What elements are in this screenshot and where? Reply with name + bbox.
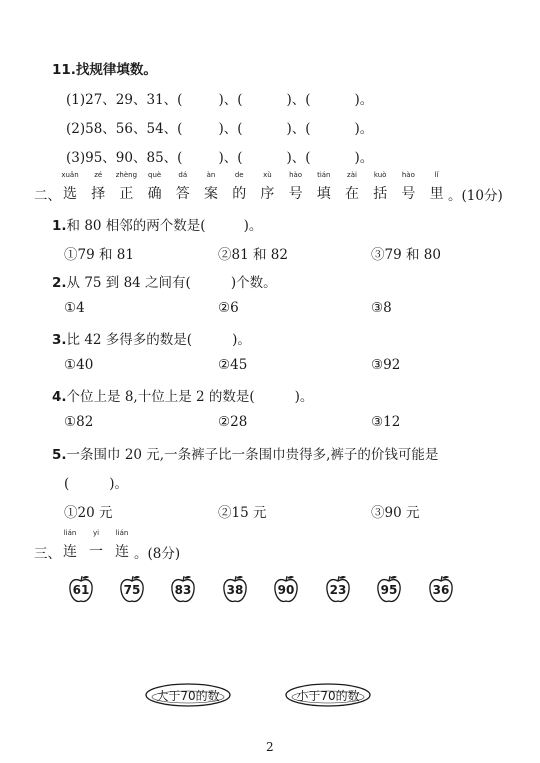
pinyin-syllable: lián xyxy=(63,529,77,537)
apple-number: 23 xyxy=(329,583,347,597)
s2-q4-option-1[interactable]: ①82 xyxy=(64,414,94,430)
heading-character: 一 xyxy=(89,544,103,560)
s2-q1-option-1[interactable]: ①79 和 81 xyxy=(64,247,134,263)
plate-greater-than-70[interactable] xyxy=(144,682,232,708)
pinyin-syllable: àn xyxy=(206,171,216,179)
s2-question-4: 4.个位上是 8,十位上是 2 的数是( )。 xyxy=(52,389,314,405)
pinyin-syllable: què xyxy=(148,171,162,179)
s2-q1-option-3[interactable]: ③79 和 80 xyxy=(371,247,441,263)
s2-q5-option-1[interactable]: ①20 元 xyxy=(64,505,113,521)
heading-character: 连 xyxy=(63,544,77,560)
apple-number-23[interactable] xyxy=(325,574,351,604)
section2-pinyin xyxy=(56,171,456,183)
s2-q5-option-3[interactable]: ③90 元 xyxy=(371,505,420,521)
heading-character: 的 xyxy=(232,186,247,202)
pinyin-syllable: hào xyxy=(289,171,303,179)
pinyin-syllable: dá xyxy=(178,171,188,179)
s2-question-5-line2: ( )。 xyxy=(64,476,129,492)
apple-number-83[interactable] xyxy=(170,574,196,604)
section3-score: 。(8分) xyxy=(134,546,181,562)
heading-character: 在 xyxy=(345,186,359,202)
section2-prefix: 二、 xyxy=(34,188,61,204)
heading-character: 确 xyxy=(147,186,162,202)
pinyin-syllable: hào xyxy=(401,171,415,179)
q11-title: 11.找规律填数。 xyxy=(52,62,157,78)
plate-label-greater: 大于70的数 xyxy=(156,689,220,703)
apple-number: 75 xyxy=(123,583,141,597)
heading-character: 连 xyxy=(115,544,129,560)
pinyin-syllable: zé xyxy=(94,171,103,179)
pinyin-syllable: yi xyxy=(92,529,100,537)
apple-number: 95 xyxy=(380,583,398,597)
pinyin-syllable: lián xyxy=(115,529,129,537)
apple-number-90[interactable] xyxy=(273,574,299,604)
pinyin-syllable: zhèng xyxy=(115,171,138,179)
page-number: 2 xyxy=(266,740,274,754)
heading-character: 选 xyxy=(63,186,77,202)
heading-character: 号 xyxy=(401,186,416,202)
heading-character: 择 xyxy=(91,186,106,202)
s2-q5-option-2[interactable]: ②15 元 xyxy=(218,505,267,521)
s2-q2-option-1[interactable]: ①4 xyxy=(64,300,85,316)
s2-q2-option-3[interactable]: ③8 xyxy=(371,300,392,316)
plate-less-than-70[interactable] xyxy=(284,682,372,708)
apple-number: 90 xyxy=(277,583,295,597)
heading-character: 号 xyxy=(288,186,303,202)
pinyin-syllable: lǐ xyxy=(434,171,439,179)
s2-question-3: 3.比 42 多得多的数是( )。 xyxy=(52,332,251,348)
section2-title xyxy=(56,183,456,201)
apple-number-95[interactable] xyxy=(376,574,402,604)
s2-q3-option-2[interactable]: ②45 xyxy=(218,357,248,373)
heading-character: 案 xyxy=(204,186,218,202)
s2-question-5: 5.一条围巾 20 元,一条裤子比一条围巾贵得多,裤子的价钱可能是 xyxy=(52,447,439,463)
section3-pinyin xyxy=(56,529,156,541)
q11-row-2: (2)58、56、54、( )、( )、( )。 xyxy=(66,121,374,137)
s2-q1-option-2[interactable]: ②81 和 82 xyxy=(218,247,288,263)
apple-number-36[interactable] xyxy=(428,574,454,604)
section2-score: 。(10分) xyxy=(448,188,503,204)
q11-row-1: (1)27、29、31、( )、( )、( )。 xyxy=(66,92,374,108)
s2-q3-option-1[interactable]: ①40 xyxy=(64,357,94,373)
pinyin-syllable: zài xyxy=(347,171,357,179)
pinyin-syllable: kuò xyxy=(373,171,387,179)
apple-number: 61 xyxy=(72,583,90,597)
heading-character: 序 xyxy=(260,186,275,202)
s2-q4-option-2[interactable]: ②28 xyxy=(218,414,248,430)
s2-question-1: 1.和 80 相邻的两个数是( )。 xyxy=(52,218,263,234)
apple-number: 36 xyxy=(432,583,450,597)
pinyin-syllable: tián xyxy=(317,171,331,179)
apple-number: 83 xyxy=(174,583,192,597)
pinyin-syllable: xù xyxy=(263,171,272,179)
apple-number-61[interactable] xyxy=(68,574,94,604)
q11-row-3: (3)95、90、85、( )、( )、( )。 xyxy=(66,150,374,166)
apple-number-38[interactable] xyxy=(222,574,248,604)
heading-character: 答 xyxy=(175,186,190,202)
section3-prefix: 三、 xyxy=(34,546,61,562)
s2-question-2: 2.从 75 到 84 之间有( )个数。 xyxy=(52,275,277,291)
apple-number: 38 xyxy=(226,583,244,597)
s2-q2-option-2[interactable]: ②6 xyxy=(218,300,239,316)
heading-character: 正 xyxy=(119,186,134,202)
heading-character: 里 xyxy=(429,186,444,202)
heading-character: 填 xyxy=(316,186,331,202)
s2-q3-option-3[interactable]: ③92 xyxy=(371,357,401,373)
plate-label-less: 小于70的数 xyxy=(296,689,360,703)
pinyin-syllable: de xyxy=(234,171,244,179)
pinyin-syllable: xuǎn xyxy=(61,171,79,179)
heading-character: 括 xyxy=(373,186,388,202)
s2-q4-option-3[interactable]: ③12 xyxy=(371,414,401,430)
apple-number-75[interactable] xyxy=(119,574,145,604)
